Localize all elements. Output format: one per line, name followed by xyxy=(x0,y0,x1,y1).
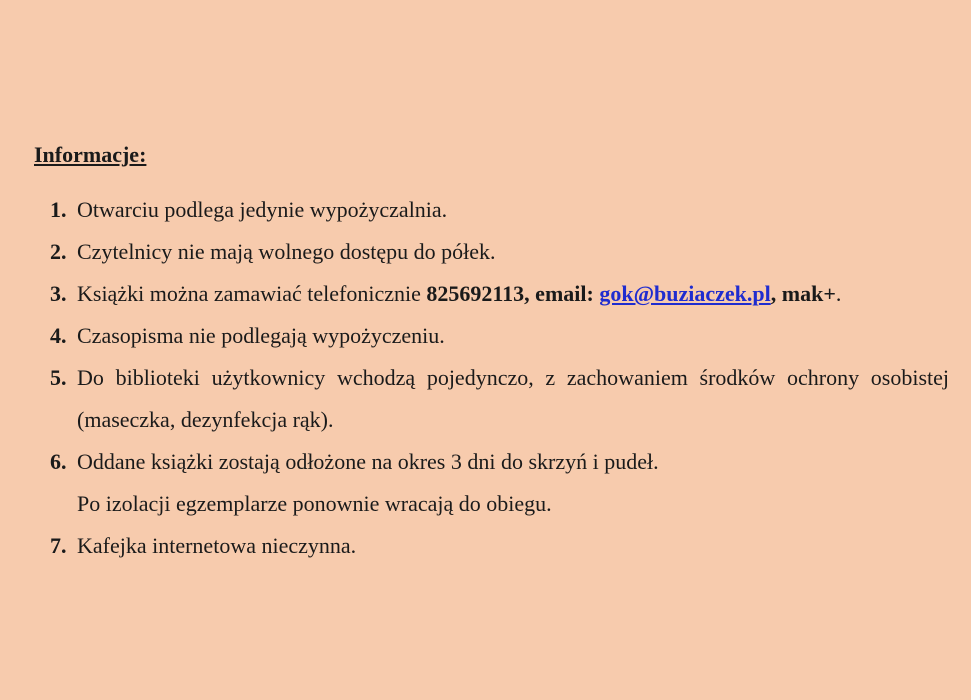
list-number-6: 6. xyxy=(50,449,67,474)
list-number-1: 1. xyxy=(50,197,67,222)
list-item-4 xyxy=(50,322,949,350)
list-number-4: 4. xyxy=(50,323,67,348)
list-number-7: 7. xyxy=(50,533,67,558)
contact-intro-text: Książki można zamawiać telefonicznie xyxy=(77,281,427,306)
list-number-3: 3. xyxy=(50,281,67,306)
list-item-3 xyxy=(50,280,949,308)
list-item-5 xyxy=(50,357,949,441)
contact-period: . xyxy=(835,281,842,306)
list-text-6 xyxy=(77,441,949,525)
list-number-5: 5. xyxy=(50,365,67,390)
list-text-1: Otwarciu podlega jedynie wypożyczalnia. xyxy=(77,197,448,222)
page-heading: Informacje: xyxy=(34,142,147,167)
list-text-4: Czasopisma nie podlegają wypożyczeniu. xyxy=(77,323,445,348)
list-item-1 xyxy=(50,196,949,224)
list-text-7: Kafejka internetowa nieczynna. xyxy=(77,533,357,558)
contact-info-text xyxy=(77,280,949,308)
list-item-6 xyxy=(50,441,949,525)
email-link[interactable]: gok@buziaczek.pl xyxy=(599,281,771,306)
contact-suffix: , mak+ xyxy=(770,281,836,306)
list-text-6-line-2: Po izolacji egzemplarze ponownie wracają do obiegu. xyxy=(77,491,552,516)
list-text-5: Do biblioteki użytkownicy wchodzą pojedynczo, z zachowaniem środków ochrony osobistej (maseczka, dezynfekcja rąk). xyxy=(77,365,949,432)
list-item-2 xyxy=(50,238,949,266)
phone-and-email-label: 825692113, email: xyxy=(426,281,600,306)
list-text-6-line-1: Oddane książki zostają odłożone na okres 3 dni do skrzyń i pudeł. xyxy=(77,449,659,474)
list-item-7 xyxy=(50,532,949,560)
list-number-2: 2. xyxy=(50,239,67,264)
information-list xyxy=(50,196,949,574)
list-text-2: Czytelnicy nie mają wolnego dostępu do półek. xyxy=(77,239,496,264)
